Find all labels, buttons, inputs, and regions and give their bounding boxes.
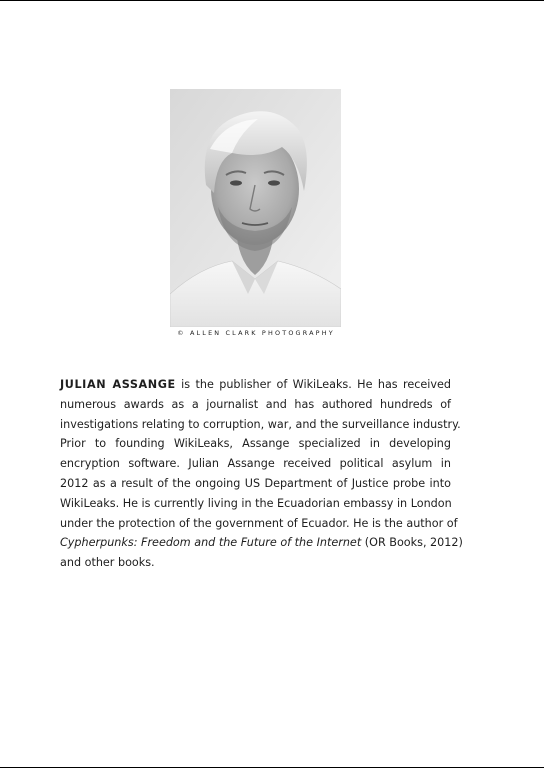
- author-bio: [60, 375, 463, 573]
- book-title: Cypherpunks: Freedom and the Future of the Internet: [60, 536, 362, 550]
- bio-line: 2012 as a result of the ongoing US Department of Justice probe into: [60, 476, 451, 490]
- photo-credit: © ALLEN CLARK PHOTOGRAPHY: [177, 329, 335, 337]
- author-portrait-photo: [170, 89, 341, 327]
- bio-line: [60, 375, 451, 395]
- author-name: JULIAN ASSANGE: [60, 378, 176, 391]
- bio-line: encryption software. Julian Assange received political asylum in: [60, 457, 451, 471]
- page-top-border: [0, 0, 544, 1]
- bio-line: and other books.: [60, 556, 155, 570]
- bio-text: is the publisher of WikiLeaks. He has received: [175, 378, 451, 391]
- bio-line: numerous awards as a journalist and has authored hundreds of: [60, 397, 451, 411]
- bio-line: under the protection of the government of Ecuador. He is the author of: [60, 516, 458, 530]
- bio-line: WikiLeaks. He is currently living in the Ecuadorian embassy in London: [60, 496, 452, 510]
- portrait-image: [170, 89, 341, 327]
- bio-line: [60, 533, 463, 553]
- bio-line: investigations relating to corruption, war, and the surveillance industry.: [60, 417, 461, 431]
- bio-line: Prior to founding WikiLeaks, Assange specialized in developing: [60, 437, 451, 451]
- book-publisher: (OR Books, 2012): [361, 536, 463, 550]
